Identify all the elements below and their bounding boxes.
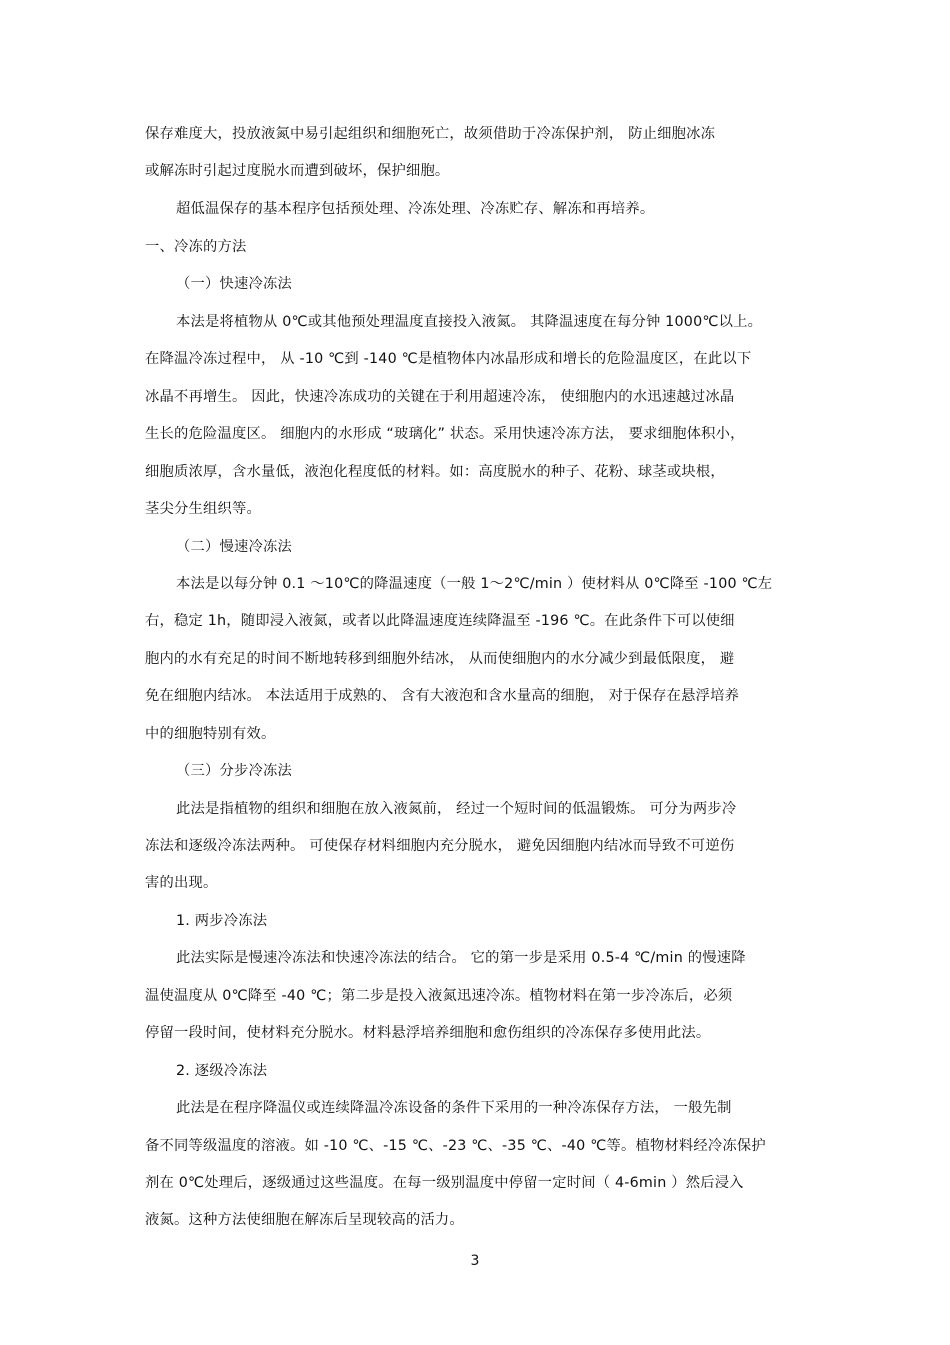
text-line: 细胞质浓厚，含水量低，液泡化程度低的材料。如：高度脱水的种子、花粉、球茎或块根， [145, 464, 725, 480]
text-line: 胞内的水有充足的时间不断地转移到细胞外结冰， 从而使细胞内的水分减少到最低限度， 避 [145, 651, 735, 667]
text-line: 冰晶不再增生。 因此，快速冷冻成功的关键在于利用超速冷冻， 使细胞内的水迅速越过冰晶 [145, 389, 735, 405]
subsection-heading: （二）慢速冷冻法 [176, 539, 292, 555]
text-line: 生长的危险温度区。 细胞内的水形成 “玻璃化” 状态。采用快速冷冻方法， 要求细胞体积小， [145, 426, 745, 442]
text-line: 停留一段时间，使材料充分脱水。材料悬浮培养细胞和愈伤组织的冷冻保存多使用此法。 [145, 1025, 711, 1041]
text-line: 或解冻时引起过度脱水而遭到破坏，保护细胞。 [145, 163, 450, 179]
subsection-heading: （三）分步冷冻法 [176, 763, 292, 779]
text-line: 茎尖分生组织等。 [145, 501, 261, 517]
text-line: 此法是在程序降温仪或连续降温冷冻设备的条件下采用的一种冷冻保存方法， 一般先制 [176, 1100, 732, 1116]
text-line: 超低温保存的基本程序包括预处理、冷冻处理、冷冻贮存、解冻和再培养。 [176, 201, 655, 217]
text-line: 冻法和逐级冷冻法两种。 可使保存材料细胞内充分脱水， 避免因细胞内结冰而导致不可逆伤 [145, 838, 735, 854]
text-line: 此法是指植物的组织和细胞在放入液氮前， 经过一个短时间的低温锻炼。 可分为两步冷 [176, 801, 737, 817]
text-line: 液氮。这种方法使细胞在解冻后呈现较高的活力。 [145, 1212, 464, 1228]
text-line: 右，稳定 1h，随即浸入液氮，或者以此降温速度连续降温至 -196 ℃。在此条件下可以使细 [145, 613, 735, 629]
text-line: 在降温冷冻过程中， 从 -10 ℃到 -140 ℃是植物体内冰晶形成和增长的危险温度区，在此以下 [145, 351, 752, 367]
page-number: 3 [470, 1253, 480, 1269]
text-line: 温使温度从 0℃降至 -40 ℃；第二步是投入液氮迅速冷冻。植物材料在第一步冷冻后，必须 [145, 988, 733, 1004]
section-heading: 一、冷冻的方法 [145, 239, 247, 255]
text-line: 本法是将植物从 0℃或其他预处理温度直接投入液氮。 其降温速度在每分钟 1000℃以上。 [176, 314, 763, 330]
subsection-heading: 1. 两步冷冻法 [176, 913, 268, 929]
text-line: 本法是以每分钟 0.1 ～10℃的降温速度（一般 1～2℃/min ）使材料从 0℃降至 -100 ℃左 [176, 576, 773, 592]
text-line: 此法实际是慢速冷冻法和快速冷冻法的结合。 它的第一步是采用 0.5-4 ℃/min 的慢速降 [176, 950, 746, 966]
text-line: 保存难度大，投放液氮中易引起组织和细胞死亡，故须借助于冷冻保护剂， 防止细胞冰冻 [145, 126, 716, 142]
text-line: 害的出现。 [145, 875, 218, 891]
text-line: 中的细胞特别有效。 [145, 726, 276, 742]
text-line: 备不同等级温度的溶液。如 -10 ℃、-15 ℃、-23 ℃、-35 ℃、-40 ℃等。植物材料经冷冻保护 [145, 1138, 766, 1154]
text-line: 免在细胞内结冰。 本法适用于成熟的、 含有大液泡和含水量高的细胞， 对于保存在悬浮培养 [145, 688, 740, 704]
subsection-heading: 2. 逐级冷冻法 [176, 1063, 268, 1079]
subsection-heading: （一）快速冷冻法 [176, 276, 292, 292]
text-line: 剂在 0℃处理后，逐级通过这些温度。在每一级别温度中停留一定时间（ 4-6min ）然后浸入 [145, 1175, 744, 1191]
